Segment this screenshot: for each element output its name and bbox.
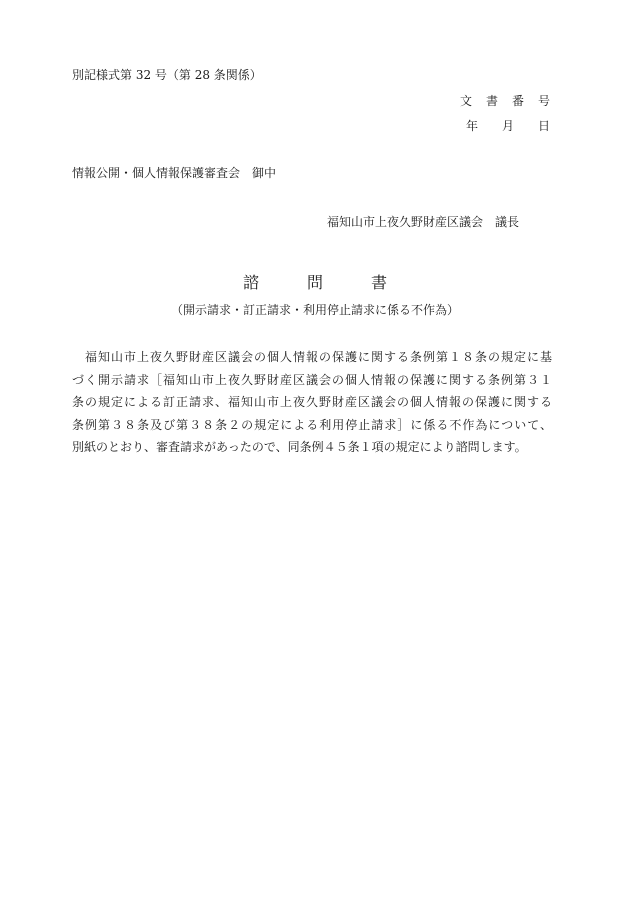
date-month: 月 bbox=[501, 119, 514, 133]
sender: 福知山市上夜久野財産区議会 議長 bbox=[327, 215, 520, 229]
document-number-label bbox=[460, 92, 550, 109]
date-day: 日 bbox=[537, 119, 550, 133]
document-number-char: 書 bbox=[485, 94, 498, 108]
body-line: 福知山市上夜久野財産区議会の個人情報の保護に関する条例第１８条の規定に基 bbox=[72, 350, 552, 364]
document-number-char: 番 bbox=[511, 94, 524, 108]
body-line: づく開示請求［福知山市上夜久野財産区議会の個人情報の保護に関する条例第３１ bbox=[72, 372, 552, 387]
date-label bbox=[466, 117, 550, 134]
document-number-char: 号 bbox=[537, 94, 550, 108]
addressee: 情報公開・個人情報保護審査会 御中 bbox=[72, 166, 277, 180]
document-subtitle: （開示請求・訂正請求・利用停止請求に係る不作為） bbox=[170, 303, 459, 317]
body-line: 条の規定による訂正請求、福知山市上夜久野財産区議会の個人情報の保護に関する bbox=[72, 395, 552, 410]
form-number: 別記様式第 32 号（第 28 条関係） bbox=[72, 68, 262, 82]
date-year: 年 bbox=[466, 119, 479, 133]
body-line: 別紙のとおり、審査請求があったので、同条例４５条１項の規定により諮問します。 bbox=[72, 440, 527, 455]
document-title: 諮 問 書 bbox=[242, 273, 403, 292]
body-line: 条例第３８条及び第３８条２の規定による利用停止請求］に係る不作為について、 bbox=[72, 417, 552, 432]
body-paragraph bbox=[72, 346, 552, 459]
document-number-char: 文 bbox=[460, 94, 473, 108]
